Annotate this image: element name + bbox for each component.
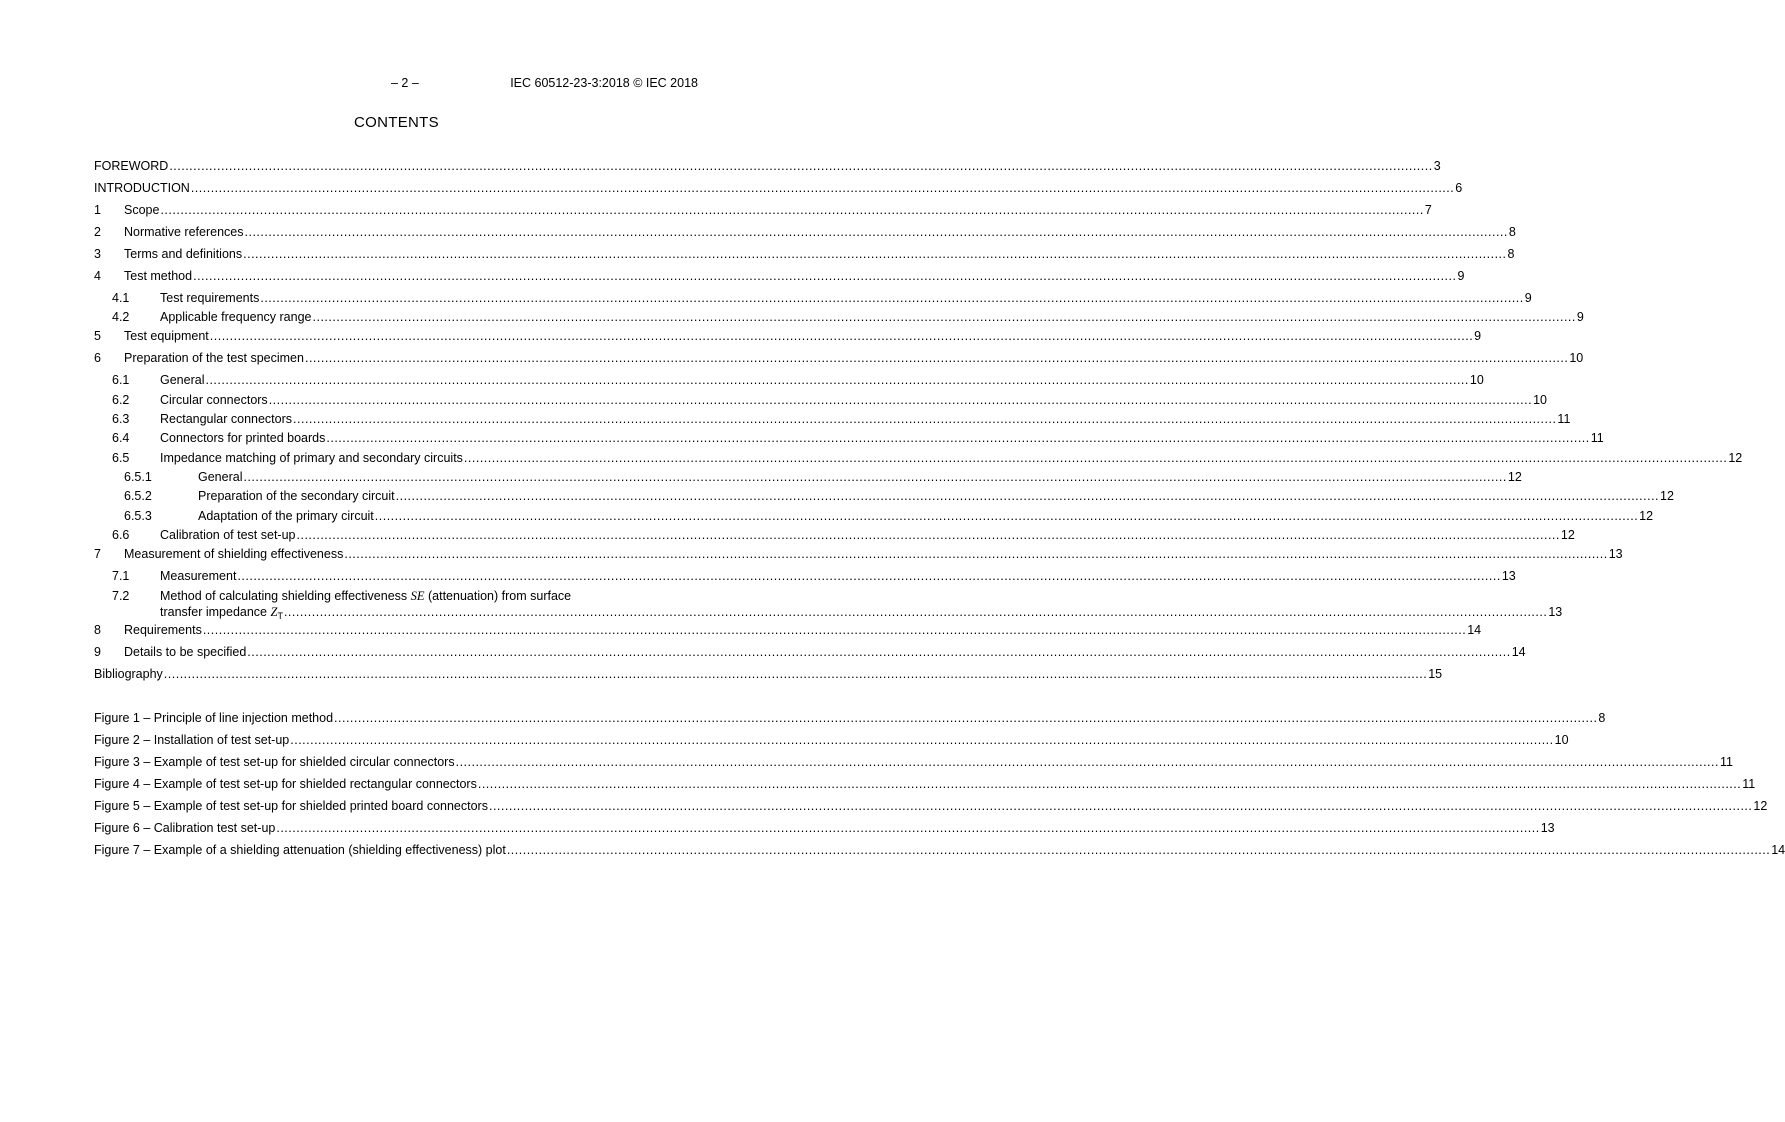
toc-entry-label: General (160, 373, 205, 387)
toc-entry-page: 14 (1511, 645, 1526, 659)
toc-leader-dots (313, 309, 1576, 325)
toc-entry-6[interactable] (94, 350, 1584, 366)
figure-entry-page: 14 (1771, 843, 1785, 857)
toc-leader-dots (193, 268, 1456, 284)
toc-entry-page: 12 (1728, 451, 1743, 465)
toc-entry-foreword[interactable] (94, 158, 1441, 174)
label-line2-text (160, 604, 283, 620)
toc-entry-page: 10 (1533, 393, 1547, 407)
toc-entry-number: 7.1 (112, 569, 130, 583)
toc-entry-page: 13 (1548, 605, 1563, 619)
toc-entry-7-2[interactable] (94, 588, 1563, 621)
toc-entry-6-5[interactable] (94, 450, 1743, 466)
symbol-z: Z (270, 605, 278, 619)
toc-leader-dots (164, 666, 1427, 682)
toc-entry-page: 7 (1424, 203, 1432, 217)
toc-entry-page: 8 (1507, 247, 1515, 261)
toc-entry-number: 8 (94, 623, 101, 637)
toc-leader-dots (243, 246, 1506, 262)
toc-entry-4-2[interactable] (94, 309, 1584, 325)
toc-entry-introduction[interactable] (94, 180, 1463, 196)
toc-leader-dots (205, 372, 1468, 388)
toc-leader-dots (293, 411, 1556, 427)
toc-leader-dots (247, 644, 1510, 660)
toc-entry-page: 11 (1557, 412, 1571, 426)
toc-entry-6-3[interactable] (94, 411, 1571, 427)
figure-entry-label: Figure 5 – Example of test set-up for shielded printed board connectors (94, 799, 488, 813)
toc-entry-page: 13 (1608, 547, 1623, 561)
figure-entry-3[interactable] (94, 754, 1733, 770)
toc-entry-number: 4.1 (112, 291, 130, 305)
figure-entry-page: 8 (1598, 711, 1606, 725)
toc-entry-6-6[interactable] (94, 527, 1575, 543)
toc-entry-page: 9 (1474, 329, 1482, 343)
figure-entry-1[interactable] (94, 710, 1606, 726)
toc-entry-4[interactable] (94, 268, 1465, 284)
toc-leader-dots (297, 527, 1560, 543)
toc-entry-number: 2 (94, 225, 101, 239)
toc-leader-dots (260, 290, 1523, 306)
toc-entry-number: 4 (94, 269, 101, 283)
figure-entry-5[interactable] (94, 798, 1768, 814)
toc-leader-dots (464, 450, 1727, 466)
standard-reference: IEC 60512-23-3:2018 © IEC 2018 (510, 76, 698, 90)
figure-entry-2[interactable] (94, 732, 1569, 748)
toc-entry-number: 5 (94, 329, 101, 343)
toc-entry-page: 13 (1501, 569, 1516, 583)
toc-entry-page: 3 (1433, 159, 1441, 173)
toc-entry-label: Adaptation of the primary circuit (198, 509, 374, 523)
toc-entry-6-1[interactable] (94, 372, 1484, 388)
toc-leader-dots (456, 754, 1719, 770)
page-title: CONTENTS (354, 114, 439, 131)
toc-entry-6-2[interactable] (94, 392, 1547, 408)
toc-entry-number: 6.1 (112, 373, 130, 387)
toc-entry-2[interactable] (94, 224, 1516, 240)
toc-entry-label: FOREWORD (94, 159, 169, 173)
toc-entry-label: Test equipment (124, 329, 209, 343)
toc-leader-dots (305, 350, 1568, 366)
toc-entry-8[interactable] (94, 622, 1482, 638)
toc-leader-dots (507, 842, 1770, 858)
figure-entry-6[interactable] (94, 820, 1555, 836)
toc-entry-number: 6.4 (112, 431, 130, 445)
figure-entry-page: 10 (1554, 733, 1569, 747)
figure-entry-label: Figure 7 – Example of a shielding attenuation (shielding effectiveness) plot (94, 843, 506, 857)
toc-leader-dots (284, 604, 1547, 620)
toc-entry-page: 10 (1569, 351, 1584, 365)
figure-entry-page: 11 (1719, 755, 1733, 769)
toc-entry-label: Applicable frequency range (160, 310, 312, 324)
toc-entry-page: 14 (1467, 623, 1482, 637)
toc-entry-label-line1 (160, 588, 1562, 604)
toc-entry-6-5-2[interactable] (94, 488, 1674, 504)
toc-entry-label-multiline (160, 588, 1562, 620)
figure-entry-page: 11 (1742, 777, 1756, 791)
toc-entry-page: 9 (1457, 269, 1465, 283)
toc-entry-label: Impedance matching of primary and secondary circuits (160, 451, 463, 465)
toc-leader-dots (276, 820, 1539, 836)
toc-entry-page: 15 (1428, 667, 1443, 681)
toc-leader-dots (203, 622, 1466, 638)
toc-leader-dots (169, 158, 1432, 174)
toc-entry-label-line2 (160, 604, 1562, 620)
toc-entry-label: Connectors for printed boards (160, 431, 326, 445)
toc-leader-dots (243, 469, 1506, 485)
toc-leader-dots (245, 224, 1508, 240)
figure-entry-page: 13 (1540, 821, 1555, 835)
toc-entry-number: 6.5.2 (124, 489, 152, 503)
symbol-se: SE (410, 589, 425, 603)
toc-entry-number: 9 (94, 645, 101, 659)
toc-leader-dots (237, 568, 1500, 584)
label-text: Method of calculating shielding effectiveness (160, 589, 411, 603)
toc-leader-dots (160, 202, 1423, 218)
toc-entry-3[interactable] (94, 246, 1515, 262)
toc-entry-6-4[interactable] (94, 430, 1604, 446)
toc-entry-label: Preparation of the test specimen (124, 351, 304, 365)
toc-entry-label: Calibration of test set-up (160, 528, 296, 542)
toc-entry-label: Measurement of shielding effectiveness (124, 547, 344, 561)
toc-entry-bibliography[interactable] (94, 666, 1443, 682)
toc-entry-7[interactable] (94, 546, 1623, 562)
page-header (94, 76, 698, 92)
toc-entry-label: Details to be specified (124, 645, 247, 659)
toc-entry-number: 6.5.3 (124, 509, 152, 523)
figure-entry-label: Figure 4 – Example of test set-up for shielded rectangular connectors (94, 777, 477, 791)
toc-leader-dots (375, 508, 1638, 524)
toc-entry-6-5-1[interactable] (94, 469, 1522, 485)
toc-entry-number: 4.2 (112, 310, 130, 324)
toc-entry-page: 8 (1508, 225, 1516, 239)
toc-entry-number: 7.2 (112, 589, 130, 603)
toc-entry-label: Bibliography (94, 667, 163, 681)
toc-entry-page: 9 (1524, 291, 1532, 305)
toc-entry-number: 6.6 (112, 528, 130, 542)
toc-entry-label: Rectangular connectors (160, 412, 293, 426)
toc-entry-4-1[interactable] (94, 290, 1532, 306)
toc-entry-number: 6.5.1 (124, 470, 152, 484)
figure-entry-page: 12 (1753, 799, 1768, 813)
toc-entry-7-1[interactable] (94, 568, 1516, 584)
toc-entry-6-5-3[interactable] (94, 508, 1654, 524)
toc-leader-dots (326, 430, 1589, 446)
toc-entry-label: Normative references (124, 225, 244, 239)
toc-leader-dots (396, 488, 1659, 504)
figure-entry-4[interactable] (94, 776, 1756, 792)
toc-entry-page: 12 (1507, 470, 1522, 484)
toc-entry-page: 12 (1560, 528, 1575, 542)
figure-entry-label: Figure 3 – Example of test set-up for shielded circular connectors (94, 755, 455, 769)
toc-entry-page: 9 (1576, 310, 1584, 324)
toc-leader-dots (344, 546, 1607, 562)
toc-entry-label: Terms and definitions (124, 247, 243, 261)
page-number: – 2 – (391, 76, 419, 90)
toc-entry-page: 11 (1590, 431, 1604, 445)
toc-entry-5[interactable] (94, 328, 1482, 344)
toc-entry-label: Scope (124, 203, 160, 217)
toc-leader-dots (290, 732, 1553, 748)
toc-entry-page: 12 (1639, 509, 1654, 523)
toc-entry-page: 12 (1660, 489, 1674, 503)
toc-entry-label: Circular connectors (160, 393, 268, 407)
toc-entry-label: Preparation of the secondary circuit (198, 489, 395, 503)
toc-entry-number: 6.5 (112, 451, 130, 465)
toc-entry-label: Test requirements (160, 291, 260, 305)
figure-entry-label: Figure 2 – Installation of test set-up (94, 733, 290, 747)
toc-entry-number: 1 (94, 203, 101, 217)
toc-entry-page: 6 (1455, 181, 1463, 195)
toc-leader-dots (269, 392, 1532, 408)
toc-entry-number: 3 (94, 247, 101, 261)
toc-entry-label: Test method (124, 269, 193, 283)
toc-entry-number: 6.3 (112, 412, 130, 426)
toc-entry-page: 10 (1469, 373, 1484, 387)
figure-entry-7[interactable] (94, 842, 1785, 858)
toc-entry-9[interactable] (94, 644, 1526, 660)
label-text: (attenuation) from surface (424, 589, 572, 603)
label-text: transfer impedance (160, 605, 271, 619)
toc-entry-label: Requirements (124, 623, 202, 637)
toc-entry-label: General (198, 470, 243, 484)
toc-entry-number: 6.2 (112, 393, 130, 407)
figure-entry-label: Figure 6 – Calibration test set-up (94, 821, 276, 835)
toc-leader-dots (478, 776, 1741, 792)
toc-entry-label: Measurement (160, 569, 237, 583)
symbol-subscript-t: T (277, 611, 283, 621)
figure-entry-label: Figure 1 – Principle of line injection method (94, 711, 334, 725)
toc-leader-dots (210, 328, 1473, 344)
toc-entry-number: 7 (94, 547, 101, 561)
toc-entry-label: INTRODUCTION (94, 181, 190, 195)
toc-leader-dots (191, 180, 1454, 196)
toc-entry-number: 6 (94, 351, 101, 365)
toc-leader-dots (489, 798, 1752, 814)
toc-entry-1[interactable] (94, 202, 1432, 218)
toc-leader-dots (334, 710, 1597, 726)
